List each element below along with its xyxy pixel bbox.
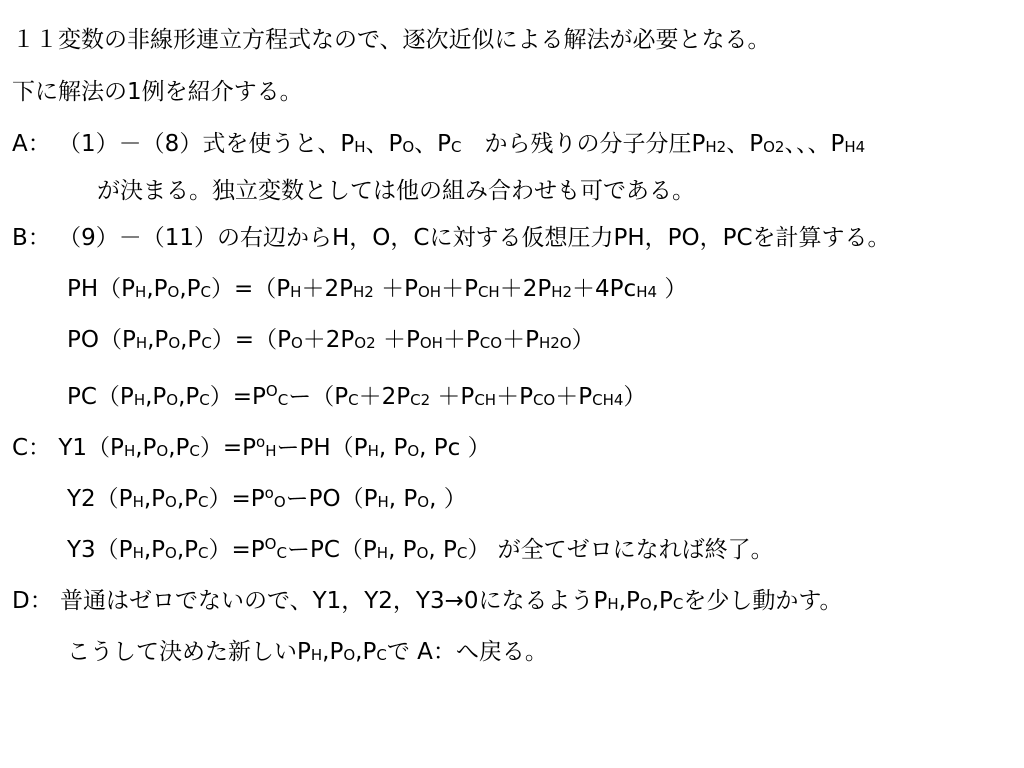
step-c-y2: $Y2(PH,PO,PC)=P^oO$ーPO（PH, PO, ） bbox=[67, 484, 467, 512]
step-a-line-2: が決まる。独立変数としては他の組み合わせも可である。 bbox=[97, 178, 695, 204]
step-b-line-1: B： （9）－（11）の右辺からH，O，Cに対する仮想圧力PH，PO，PCを計算する。 bbox=[12, 225, 891, 251]
step-a-line-1: A： （1）－（8）式を使うと、PH、PO、PC から残りの分子分圧PH2、PO2、、、PH4 bbox=[12, 131, 866, 157]
text-line-2: 下に解法の1例を紹介する。 bbox=[12, 79, 303, 105]
step-label-a: A： bbox=[12, 131, 51, 157]
step-c-y1: C： $Y1(PH,PO,PC)=P^oH$ーPH（PH, PO, Pc ） bbox=[12, 433, 491, 461]
formula-pc: $PC(PH,PO,PC)=P^OC$ー（PC＋2PC2 ＋PCH＋PCO＋PCH4） bbox=[67, 382, 647, 410]
step-label-d: D： bbox=[12, 588, 53, 614]
step-d-line-2: こうして決めた新しいPH,PO,PCで A：へ戻る。 bbox=[67, 639, 548, 665]
text-line-1: １１変数の非線形連立方程式なので、逐次近似による解法が必要となる。 bbox=[12, 27, 771, 53]
formula-po: PO（PH,PO,PC）=（PO＋2PO2 ＋POH＋PCO＋PH2O） bbox=[67, 327, 595, 353]
step-d-line-1: D： 普通はゼロでないので、Y1，Y2，Y3→0になるようPH,PO,PCを少し動かす。 bbox=[12, 588, 843, 614]
step-label-b: B： bbox=[12, 225, 51, 251]
step-c-y3: $Y3(PH,PO,PC)=P^OC$ーPC（PH, PO, PC） が全てゼロになれば終了。 bbox=[67, 535, 774, 563]
step-label-c: C： bbox=[12, 435, 52, 461]
formula-ph: PH（PH,PO,PC）=（PH＋2PH2 ＋POH＋PCH＋2PH2＋4PcH4 ） bbox=[67, 276, 688, 302]
